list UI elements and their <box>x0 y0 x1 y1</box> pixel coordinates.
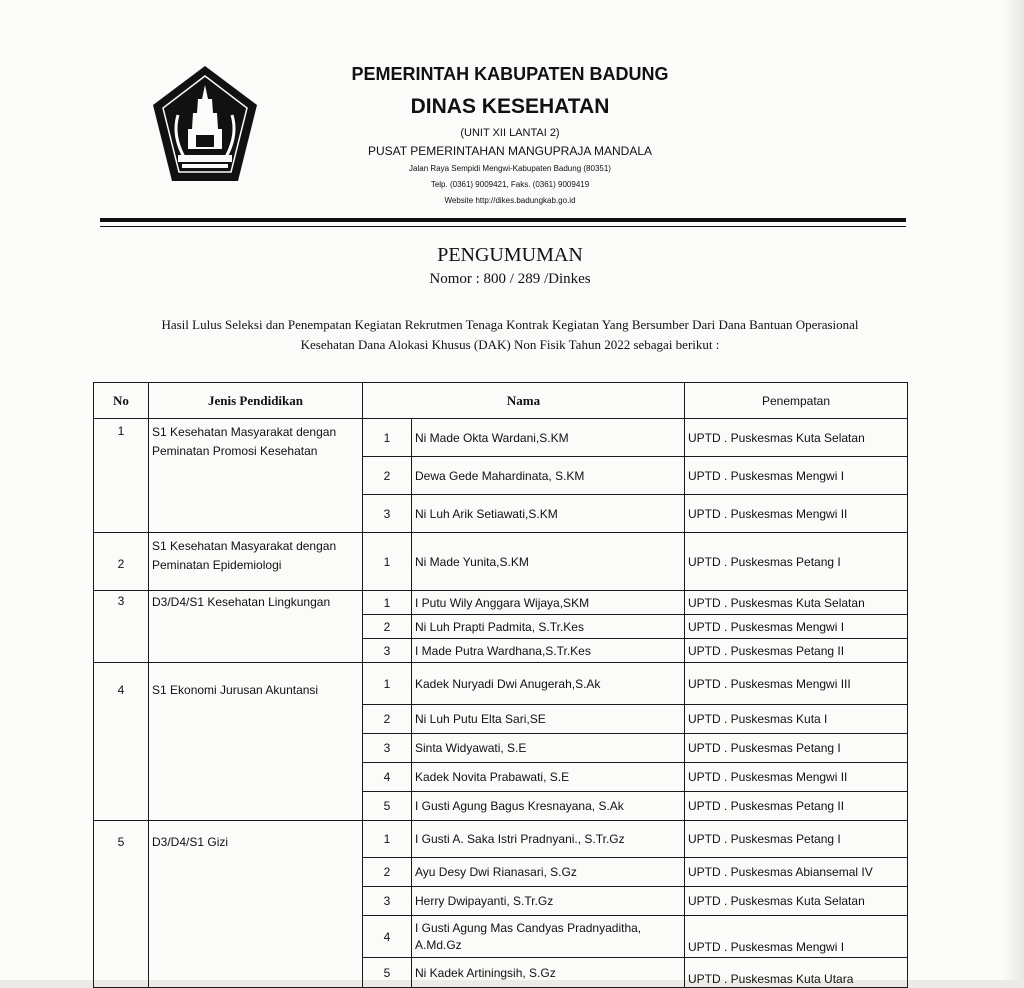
row-name: Dewa Gede Mahardinata, S.KM <box>412 457 685 495</box>
row-placement: UPTD . Puskesmas Petang I <box>685 734 908 763</box>
row-name: Ni Luh Putu Elta Sari,SE <box>412 705 685 734</box>
group-education: D3/D4/S1 Gizi <box>149 821 363 988</box>
row-name: Ni Made Yunita,S.KM <box>412 533 685 591</box>
row-no: 5 <box>363 958 412 988</box>
table-row <box>94 821 908 858</box>
row-no: 1 <box>363 419 412 457</box>
row-placement: UPTD . Puskesmas Kuta Selatan <box>685 419 908 457</box>
letterhead-rule-thin <box>100 226 906 227</box>
header-phone: Telp. (0361) 9009421, Faks. (0361) 9009419 <box>430 180 590 189</box>
row-no: 1 <box>363 591 412 615</box>
table-row <box>94 591 908 615</box>
row-no: 3 <box>363 495 412 533</box>
row-name: Ni Luh Arik Setiawati,S.KM <box>412 495 685 533</box>
row-placement: UPTD . Puskesmas Kuta Selatan <box>685 887 908 916</box>
col-header-no: No <box>94 383 149 419</box>
results-table <box>93 382 908 988</box>
header-unit: (UNIT XII LANTAI 2) <box>460 127 560 139</box>
group-education: D3/D4/S1 Kesehatan Lingkungan <box>149 591 363 663</box>
row-placement: UPTD . Puskesmas Petang I <box>685 533 908 591</box>
row-placement: UPTD . Puskesmas Kuta Selatan <box>685 591 908 615</box>
row-no: 3 <box>363 887 412 916</box>
intro-text-line-1: Hasil Lulus Seleksi dan Penempatan Kegiatan Rekrutmen Tenaga Kontrak Kegiatan Yang Bersumber Dari Dana Bantuan Operasional <box>161 317 859 332</box>
row-no: 2 <box>363 615 412 639</box>
row-no: 1 <box>363 533 412 591</box>
header-agency-name: DINAS KESEHATAN <box>410 95 610 118</box>
row-placement: UPTD . Puskesmas Kuta Utara <box>685 958 908 988</box>
row-no: 4 <box>363 763 412 792</box>
row-placement: UPTD . Puskesmas Abiansemal IV <box>685 858 908 887</box>
row-name: Ni Luh Prapti Padmita, S.Tr.Kes <box>412 615 685 639</box>
col-header-education: Jenis Pendidikan <box>149 383 363 419</box>
row-placement: UPTD . Puskesmas Mengwi II <box>685 495 908 533</box>
table-header-row <box>94 383 908 419</box>
row-placement: UPTD . Puskesmas Mengwi I <box>685 916 908 958</box>
row-placement: UPTD . Puskesmas Mengwi III <box>685 663 908 705</box>
page-edge-shadow <box>1002 0 1024 980</box>
row-placement: UPTD . Puskesmas Petang I <box>685 821 908 858</box>
row-placement: UPTD . Puskesmas Petang II <box>685 792 908 821</box>
row-no: 2 <box>363 858 412 887</box>
table-row <box>94 663 908 705</box>
row-name: I Gusti A. Saka Istri Pradnyani., S.Tr.Gz <box>412 821 685 858</box>
row-placement: UPTD . Puskesmas Mengwi I <box>685 457 908 495</box>
row-no: 1 <box>363 821 412 858</box>
header-government-name: PEMERINTAH KABUPATEN BADUNG <box>351 64 669 84</box>
group-education: S1 Kesehatan Masyarakat dengan Peminatan Promosi Kesehatan <box>149 419 363 533</box>
group-no: 3 <box>94 591 149 663</box>
row-no: 4 <box>363 916 412 958</box>
group-education: S1 Kesehatan Masyarakat dengan Peminatan Epidemiologi <box>149 533 363 591</box>
intro-text-line-2: Kesehatan Dana Alokasi Khusus (DAK) Non Fisik Tahun 2022 sebagai berikut : <box>300 337 720 352</box>
letterhead-rule-thick <box>100 218 906 222</box>
row-name: Ni Kadek Artiningsih, S.Gz <box>412 958 685 988</box>
announcement-number: Nomor : 800 / 289 /Dinkes <box>429 271 591 287</box>
row-no: 5 <box>363 792 412 821</box>
row-no: 3 <box>363 639 412 663</box>
col-header-name: Nama <box>363 383 685 419</box>
table-row <box>94 419 908 457</box>
row-name: I Putu Wily Anggara Wijaya,SKM <box>412 591 685 615</box>
row-placement: UPTD . Puskesmas Mengwi II <box>685 763 908 792</box>
row-name: Ayu Desy Dwi Rianasari, S.Gz <box>412 858 685 887</box>
announcement-title: PENGUMUMAN <box>437 244 583 266</box>
header-website: Website http://dikes.badungkab.go.id <box>444 196 576 205</box>
row-placement: UPTD . Puskesmas Kuta I <box>685 705 908 734</box>
row-no: 3 <box>363 734 412 763</box>
group-no: 1 <box>94 419 149 533</box>
row-no: 1 <box>363 663 412 705</box>
group-no: 2 <box>94 533 149 591</box>
row-placement: UPTD . Puskesmas Petang II <box>685 639 908 663</box>
row-placement: UPTD . Puskesmas Mengwi I <box>685 615 908 639</box>
row-name: Kadek Novita Prabawati, S.E <box>412 763 685 792</box>
group-education: S1 Ekonomi Jurusan Akuntansi <box>149 663 363 821</box>
group-no: 4 <box>94 663 149 821</box>
col-header-placement: Penempatan <box>685 383 908 419</box>
row-name: Herry Dwipayanti, S.Tr.Gz <box>412 887 685 916</box>
row-name: Sinta Widyawati, S.E <box>412 734 685 763</box>
row-name: I Gusti Agung Mas Candyas Pradnyaditha, A.Md.Gz <box>412 916 685 958</box>
row-name: I Gusti Agung Bagus Kresnayana, S.Ak <box>412 792 685 821</box>
row-name: Kadek Nuryadi Dwi Anugerah,S.Ak <box>412 663 685 705</box>
row-no: 2 <box>363 705 412 734</box>
group-no: 5 <box>94 821 149 988</box>
badung-regency-emblem-icon <box>150 63 260 188</box>
header-address: Jalan Raya Sempidi Mengwi-Kabupaten Badung (80351) <box>409 164 611 173</box>
row-name: Ni Made Okta Wardani,S.KM <box>412 419 685 457</box>
row-name: I Made Putra Wardhana,S.Tr.Kes <box>412 639 685 663</box>
row-no: 2 <box>363 457 412 495</box>
header-center: PUSAT PEMERINTAHAN MANGUPRAJA MANDALA <box>367 144 653 158</box>
table-row <box>94 533 908 591</box>
